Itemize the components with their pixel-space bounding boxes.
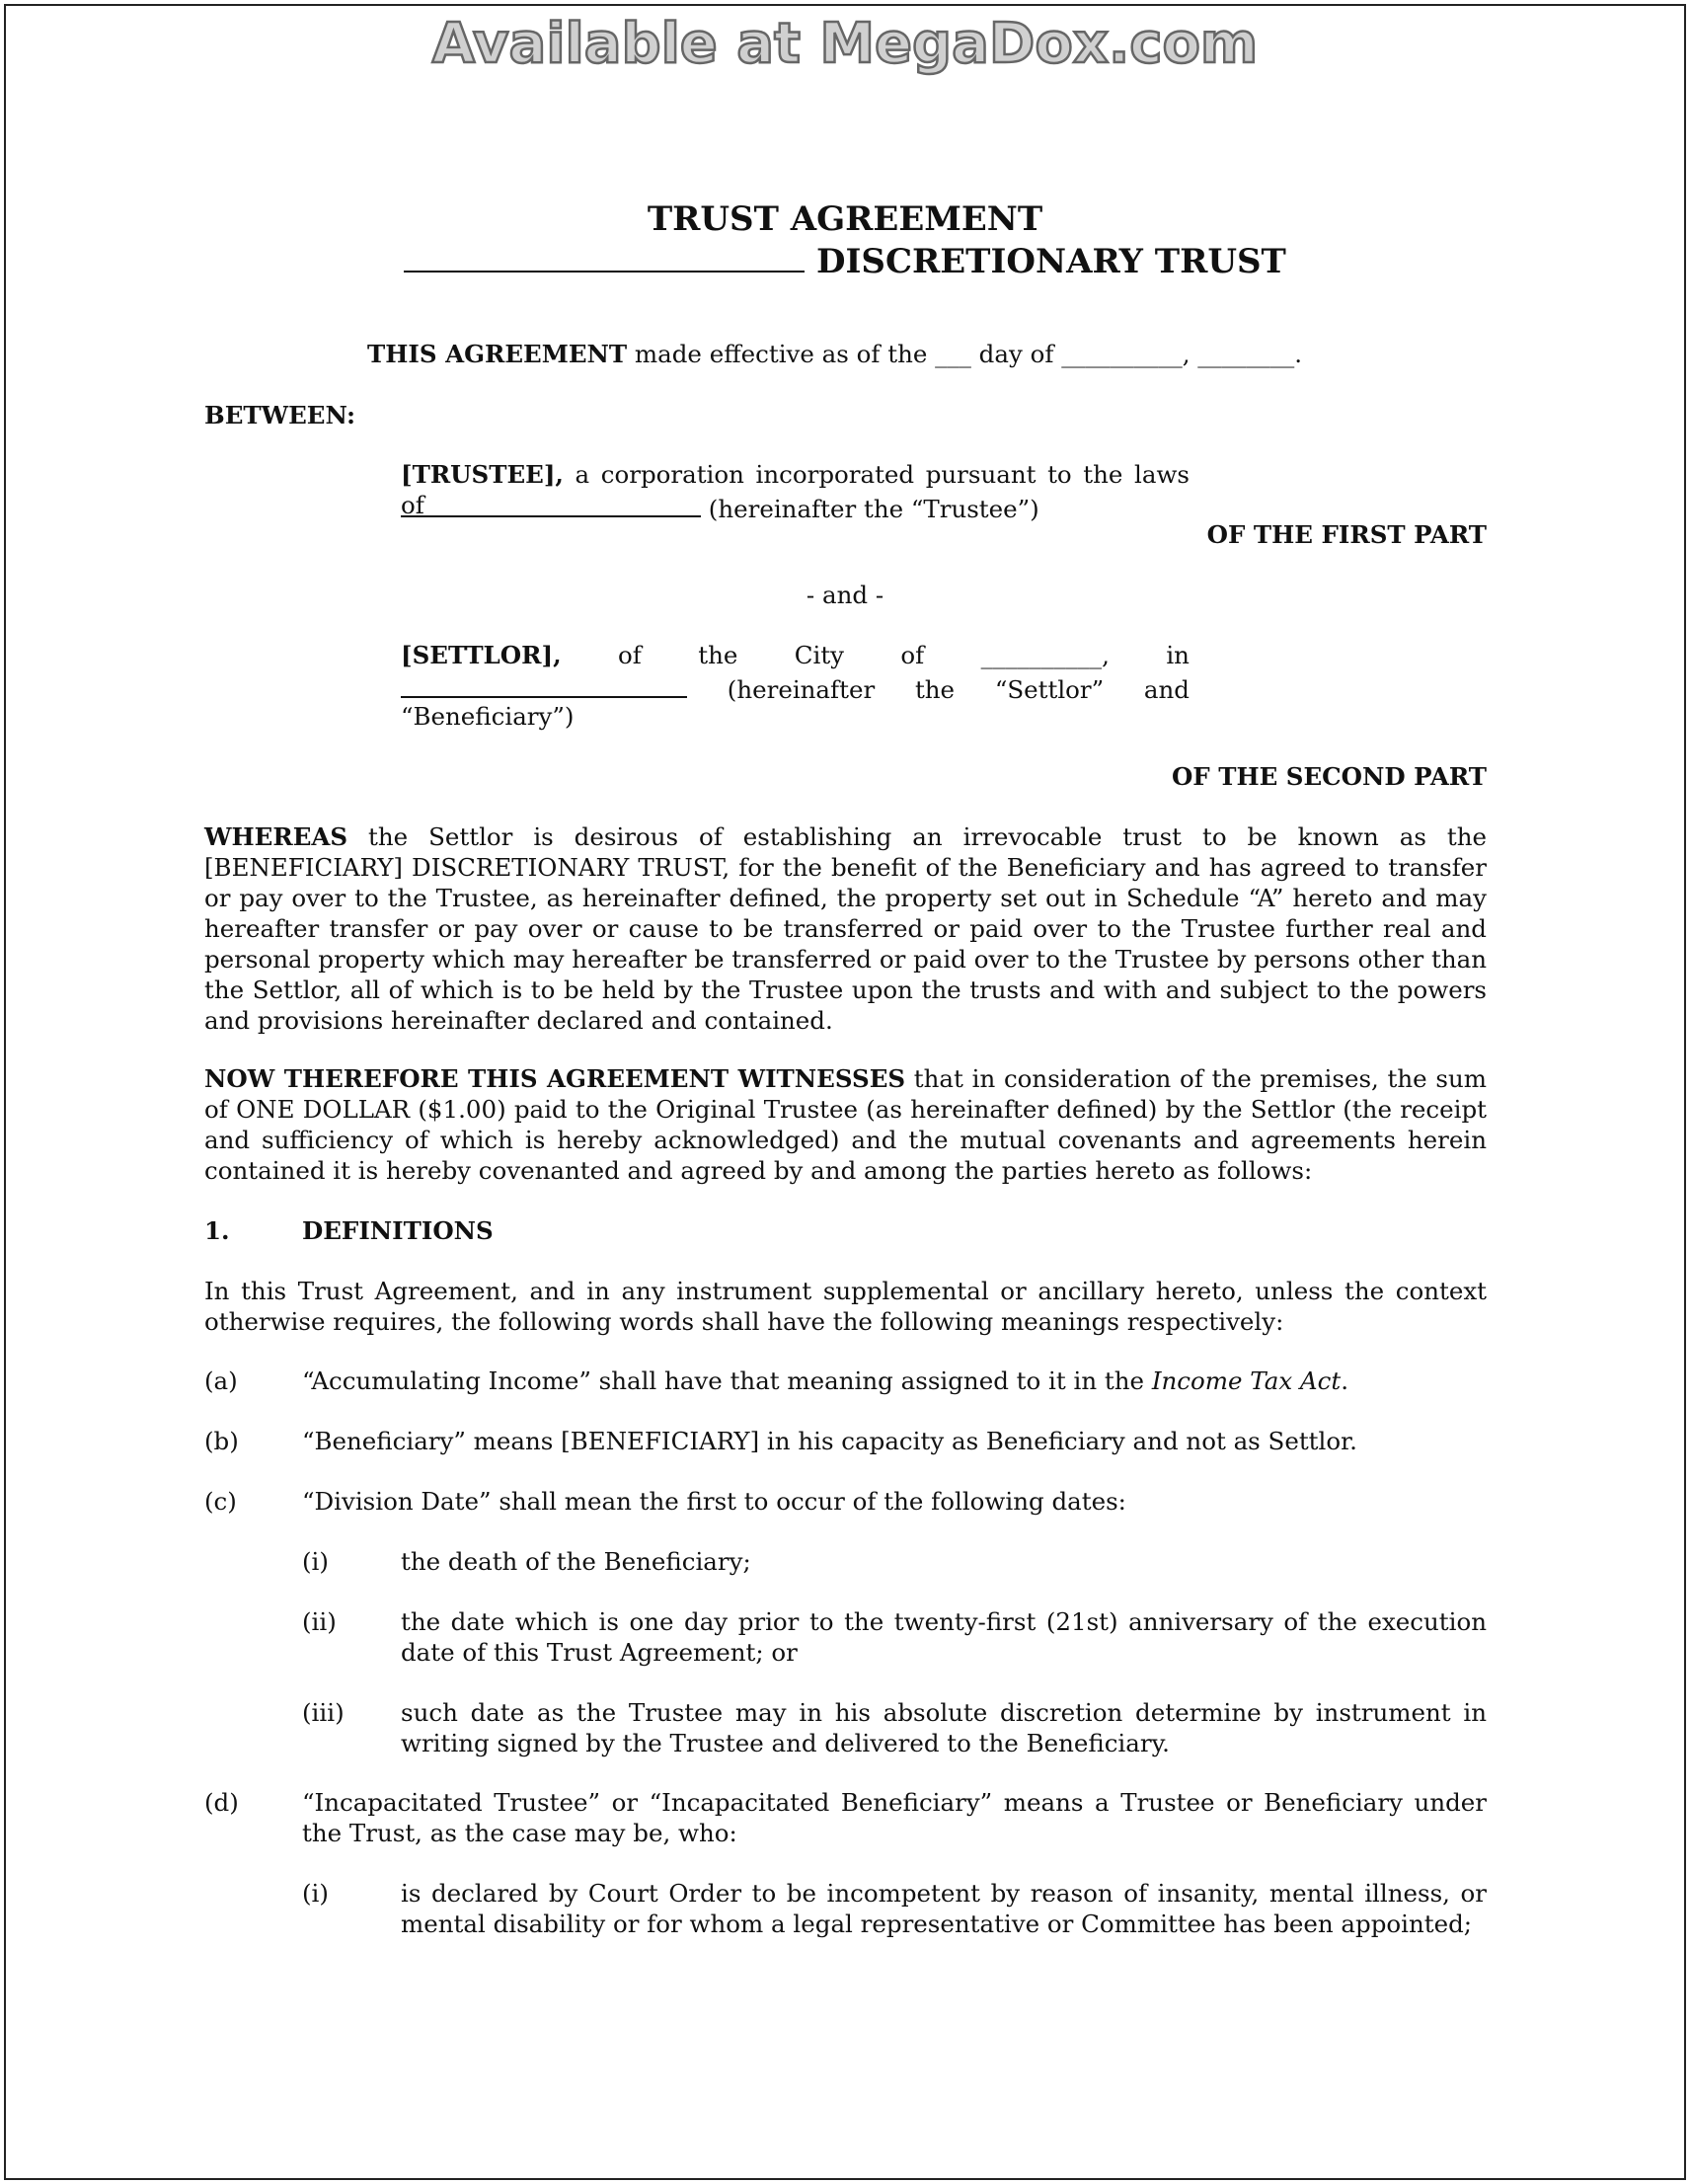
def-b-label: (b) [204,1427,239,1455]
whereas-paragraph [204,821,1487,1036]
document-title: TRUST AGREEMENT [647,199,1043,239]
def-d-i-label: (i) [302,1879,329,1908]
def-c-ii-text: the date which is one day prior to the twenty-first (21st) anniversary of the execution date of this Trust Agreement; or [401,1607,1487,1667]
settlor-word: of [618,641,642,669]
watermark: Available at MegaDox.com [431,12,1259,76]
trustee-line1-text: a corporation incorporated pursuant to the laws of [401,460,1190,519]
def-d-label: (d) [204,1788,239,1817]
intro-line [367,339,1302,369]
def-c-iii-text: such date as the Trustee may in his absolute discretion determine by instrument in writing signed by the Trustee and delivered to the Beneficiary. [401,1698,1487,1757]
second-part-label: OF THE SECOND PART [1171,762,1487,791]
document-subtitle [0,240,1690,283]
trustee-line2 [401,490,1039,524]
now-therefore-paragraph [204,1063,1487,1186]
settlor-word: City [794,641,845,669]
def-c-text: “Division Date” shall mean the first to occur of the following dates: [302,1487,1126,1516]
settlor-word: of [900,641,925,669]
section-heading: DEFINITIONS [302,1216,494,1245]
settlor-bold: [SETTLOR], [401,641,562,669]
def-a-label: (a) [204,1366,238,1395]
settlor-word: the [914,675,956,704]
trustee-bold: [TRUSTEE], [401,460,564,489]
between-label: BETWEEN: [204,401,356,429]
def-d-i-text: is declared by Court Order to be incompetent by reason of insanity, mental illness, or mental disability or for whom a legal representative or Committee has been appointed; [401,1879,1487,1938]
settlor-word: in [1166,641,1190,669]
intro-bold: THIS AGREEMENT [367,340,628,368]
jurisdiction-blank [401,490,701,517]
def-c-i-label: (i) [302,1547,329,1576]
section-number: 1. [204,1216,230,1245]
def-b-text: “Beneficiary” means [BENEFICIARY] in his capacity as Beneficiary and not as Settlor. [302,1427,1357,1455]
def-a-italic: Income Tax Act [1151,1366,1342,1395]
whereas-text: the Settlor is desirous of establishing an irrevocable trust to be known as the [BENEFICIARY] DISCRETIONARY TRUST, for the benefit of the Beneficiary and has agreed to transfer or pay over to the Trustee, as hereinafter defined, the property set out in Schedule “A” hereto and may hereafter transfer or pay over or cause to be transferred or paid over to the Trustee further real and personal property which may hereafter be transferred or paid over to the Trustee by persons other than the Settlor, all of which is to be held by the Trustee upon the trusts and with and subject to the powers and provisions hereinafter declared and contained. [204,822,1487,1035]
def-c-label: (c) [204,1487,237,1516]
def-c-iii-label: (iii) [302,1698,345,1727]
intro-text: made effective as of the ___ day of __________, ________. [627,340,1303,368]
city-blank: __________, [980,641,1110,669]
def-a-pre: “Accumulating Income” shall have that meaning assigned to it in the [302,1366,1152,1395]
def-a-post: . [1341,1366,1348,1395]
settlor-word: the [698,641,738,669]
settlor-line2 [401,670,1190,705]
settlor-line3: “Beneficiary”) [401,702,575,731]
def-a-text [302,1365,1487,1396]
settlor-word: “Settlor” [994,675,1105,704]
settlor-word: and [1143,675,1190,704]
now-therefore-text: that in consideration of the premises, the sum of ONE DOLLAR ($1.00) paid to the Original Trustee (as hereinafter defined) by the Settlor (the receipt and sufficiency of which is hereby acknowledged) and the mutual covenants and agreements herein contained it is hereby covenanted and agreed by and among the parties hereto as follows: [204,1064,1487,1185]
def-c-ii-label: (ii) [302,1607,337,1636]
first-part-label: OF THE FIRST PART [1206,520,1487,549]
definitions-intro: In this Trust Agreement, and in any instrument supplemental or ancillary hereto, unless the context otherwise requires, the following words shall have the following meanings respectively: [204,1277,1487,1336]
residence-blank [401,670,687,698]
and-separator: - and - [806,581,884,609]
whereas-bold: WHEREAS [204,822,348,851]
trustee-line2-text: (hereinafter the “Trustee”) [701,495,1039,523]
trust-name-blank [404,241,805,273]
subtitle-text: DISCRETIONARY TRUST [816,242,1286,281]
def-c-i-text: the death of the Beneficiary; [401,1547,751,1576]
now-therefore-bold: NOW THEREFORE THIS AGREEMENT WITNESSES [204,1064,906,1093]
settlor-line1 [401,640,1190,670]
def-d-text: “Incapacitated Trustee” or “Incapacitated Beneficiary” means a Trustee or Beneficiary under the Trust, as the case may be, who: [302,1788,1487,1847]
settlor-word: (hereinafter [727,675,876,704]
